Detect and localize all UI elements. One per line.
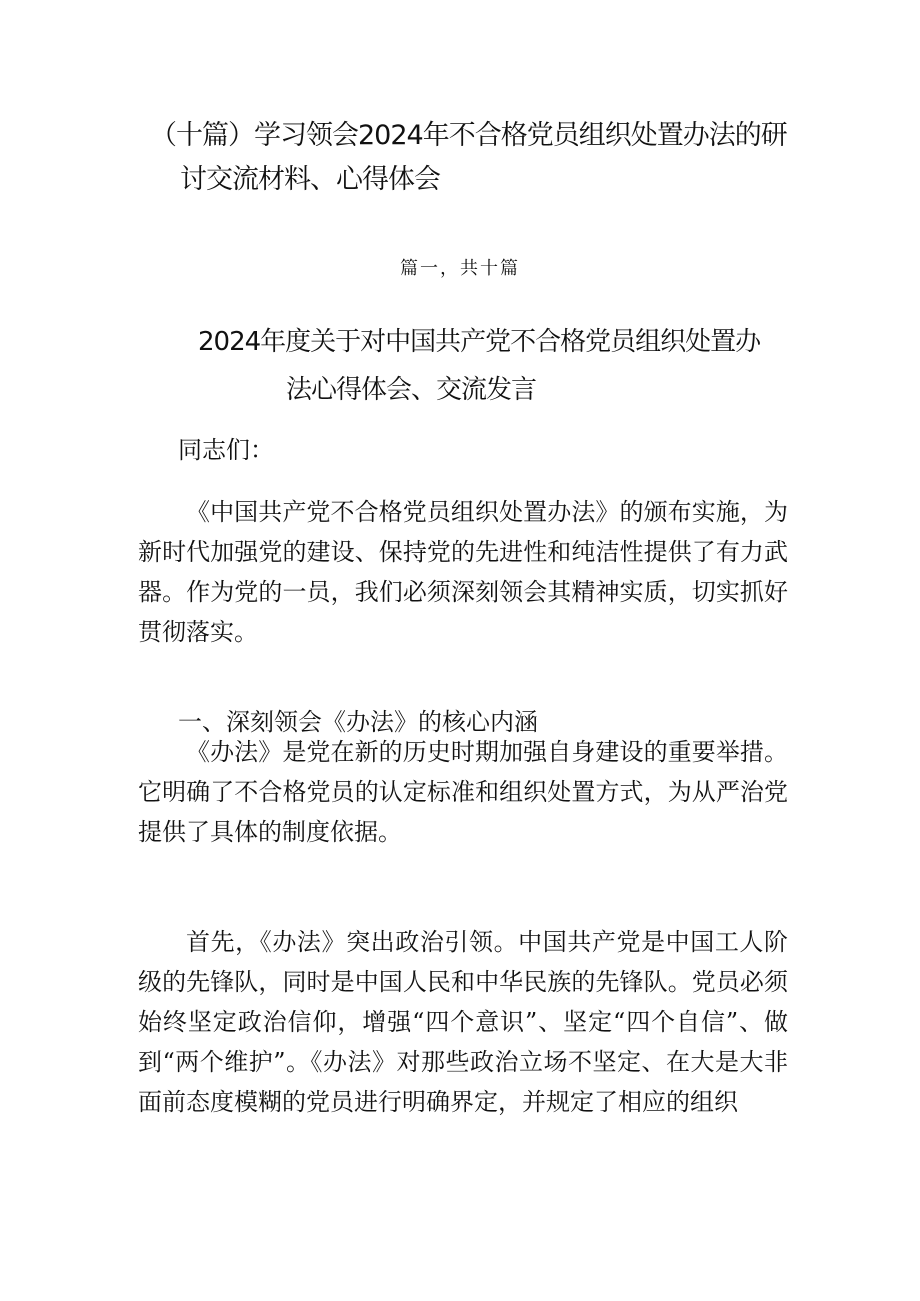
part-label: 篇一，共十篇	[400, 258, 520, 279]
document-title	[150, 114, 810, 202]
paragraph-political-leadership: 首先，《办法》突出政治引领。中国共产党是中国工人阶级的先锋队，同时是中国人民和中华民族的先锋队。党员必须始终坚定政治信仰，增强“四个意识”、坚定“四个自信”、做到“两个维护”。《办法》对那些政治立场不坚定、在大是大非面前态度模糊的党员进行明确界定，并规定了相应的组织	[138, 928, 788, 1116]
paragraph-intro: 《中国共产党不合格党员组织处置办法》的颁布实施，为新时代加强党的建设、保持党的先进性和纯洁性提供了有力武器。作为党的一员，我们必须深刻领会其精神实质，切实抓好贯彻落实。	[138, 498, 788, 646]
document-title-line-1: （十篇）学习领会2024年不合格党员组织处置办法的研	[150, 120, 787, 151]
article-title-line-2: 法心得体会、交流发言	[286, 375, 537, 405]
article-title-line-1: 2024年度关于对中国共产党不合格党员组织处置办	[198, 327, 761, 357]
article-title	[198, 318, 818, 414]
document-title-line-2: 讨交流材料、心得体会	[180, 164, 440, 195]
salutation: 同志们：	[178, 436, 274, 464]
paragraph-core-meaning: 《办法》是党在新的历史时期加强自身建设的重要举措。它明确了不合格党员的认定标准和组织处置方式，为从严治党提供了具体的制度依据。	[138, 738, 788, 846]
section-heading-1: 一、深刻领会《办法》的核心内涵	[178, 708, 538, 736]
